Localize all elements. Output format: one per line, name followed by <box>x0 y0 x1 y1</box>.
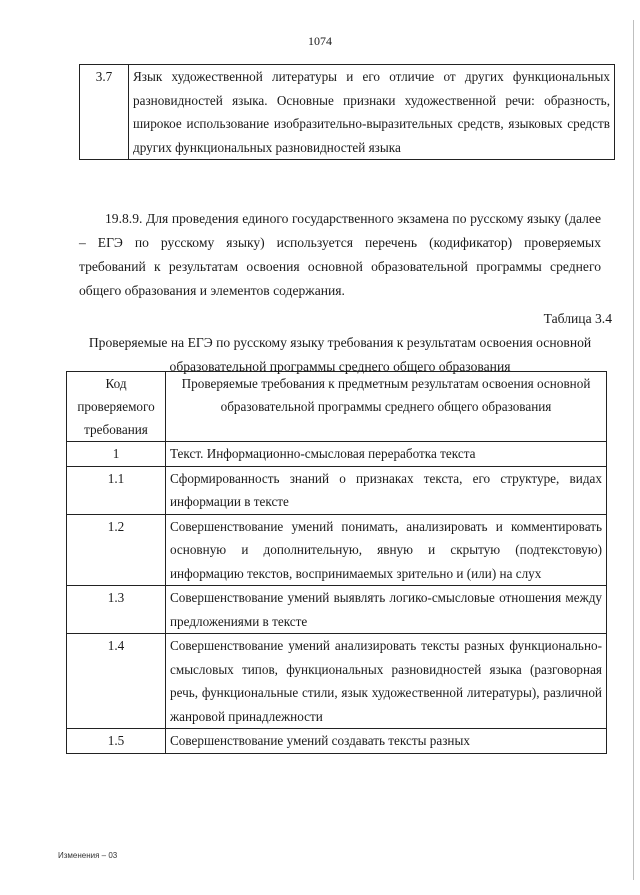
table-row <box>67 442 607 467</box>
requirement-text: Совершенствование умений понимать, анализировать и комментировать основную и дополнительную, явную и скрытую (подтекстовую) информацию текстов, воспринимаемых зрительно и (или) на слух <box>166 514 607 586</box>
table-title: Проверяемые на ЕГЭ по русскому языку требования к результатам освоения основной образовательной программы среднего общего образования <box>88 335 592 374</box>
table-label: Таблица 3.4 <box>543 311 612 326</box>
requirement-code: 1.4 <box>67 634 166 729</box>
requirement-code: 3.7 <box>80 65 129 160</box>
requirement-text: Совершенствование умений выявлять логико-смысловые отношения между предложениями в тексте <box>166 586 607 634</box>
footer-note: Изменения – 03 <box>58 851 118 860</box>
scan-edge-line <box>633 20 634 880</box>
requirements-table <box>66 371 607 754</box>
continued-table <box>79 64 615 160</box>
header-requirements-cell: Проверяемые требования к предметным результатам освоения основной образовательной программы среднего общего образования <box>166 372 607 442</box>
section-paragraph: 19.8.9. Для проведения единого государственного экзамена по русскому языку (далее – ЕГЭ по русскому языку) используется перечень (кодификатор) проверяемых требований к результатам освоения основной образовательной программы среднего общего образования и элементов содержания. <box>79 211 601 298</box>
requirement-code: 1.2 <box>67 514 166 586</box>
header-code-cell: Код проверяемого требования <box>67 372 166 442</box>
requirement-text: Совершенствование умений анализировать тексты разных функционально-смысловых типов, функциональных разновидностей языка (разговорная речь, функциональные стили, язык художественной литературы), различной жанровой принадлежности <box>166 634 607 729</box>
requirement-text: Язык художественной литературы и его отличие от других функциональных разновидностей языка. Основные признаки художественной речи: образность, широкое использование изобразительно-выразительных средств, языковых средств других функциональных разновидностей языка <box>129 65 615 160</box>
table-row <box>80 65 615 160</box>
requirement-code: 1.1 <box>67 466 166 514</box>
requirement-text: Текст. Информационно-смысловая переработка текста <box>166 442 607 467</box>
requirement-text: Сформированность знаний о признаках текста, его структуре, видах информации в тексте <box>166 466 607 514</box>
page-number: 1074 <box>308 34 332 48</box>
requirement-code: 1 <box>67 442 166 467</box>
requirement-text: Совершенствование умений создавать тексты разных <box>166 729 607 754</box>
table-row <box>67 634 607 729</box>
requirement-code: 1.5 <box>67 729 166 754</box>
table-row <box>67 466 607 514</box>
table-row <box>67 729 607 754</box>
requirement-code: 1.3 <box>67 586 166 634</box>
table-row <box>67 514 607 586</box>
table-header-row <box>67 372 607 442</box>
table-row <box>67 586 607 634</box>
